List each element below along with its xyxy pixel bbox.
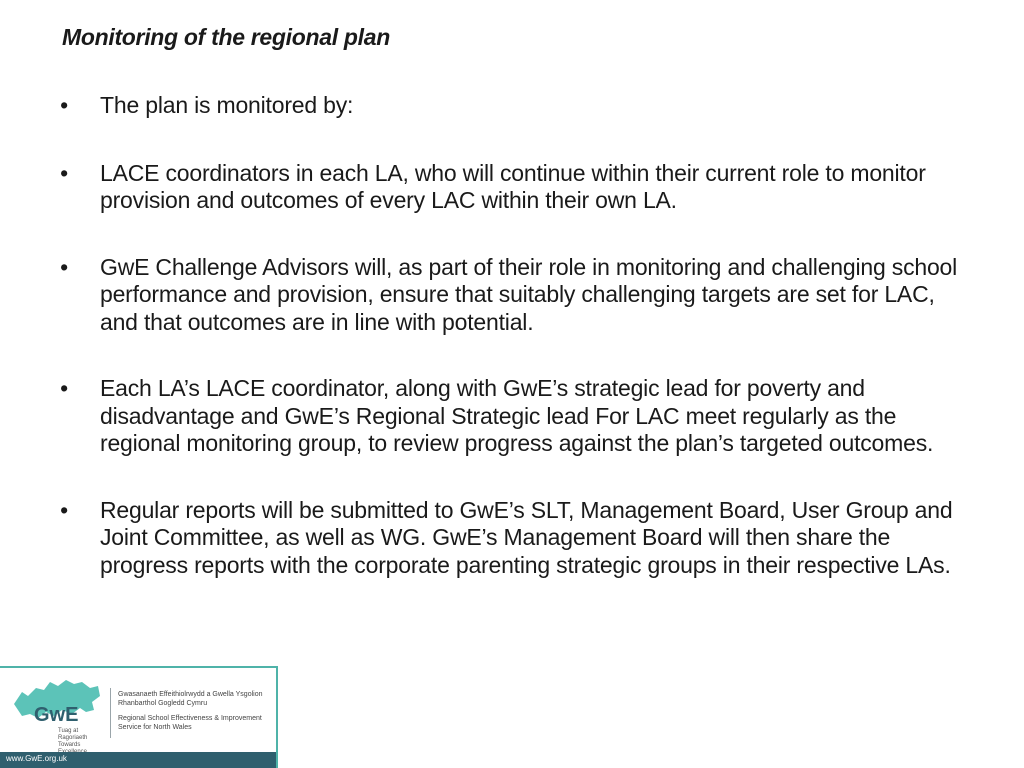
- bullet-text: LACE coordinators in each LA, who will continue within their current role to monitor provision and outcomes of every LAC within their own LA.: [100, 159, 926, 213]
- logo-welsh-text: Gwasanaeth Effeithiolrwydd a Gwella Ysgolion Rhanbarthol Gogledd Cymru: [118, 691, 263, 707]
- logo-url-bar: [0, 752, 276, 768]
- bullet-marker: •: [60, 375, 68, 401]
- bullet-item: [58, 92, 978, 120]
- bullet-text: GwE Challenge Advisors will, as part of their role in monitoring and challenging school performance and provision, ensure that suitably challenging targets are set for LAC, and that outcomes are in line with potential.: [100, 253, 958, 335]
- bullet-marker: •: [60, 159, 68, 186]
- logo-divider: [110, 688, 111, 738]
- bullet-text: Each LA’s LACE coordinator, along with GwE’s strategic lead for poverty and disadvantage and GwE’s Regional Strategic lead For LAC meet regularly as the regional monitoring group, to review progress against the plan’s targeted outcomes.: [100, 375, 934, 456]
- logo-tagline: Tuag at Ragoriaeth Towards: [58, 728, 88, 748]
- bullet-text: The plan is monitored by:: [100, 92, 354, 118]
- bullet-list: [58, 92, 978, 618]
- bullet-item: [58, 375, 978, 458]
- bullet-marker: •: [60, 253, 68, 280]
- logo-url: www.GwE.org.uk: [6, 754, 67, 763]
- gwe-logo: [0, 666, 278, 768]
- bullet-item: [58, 497, 978, 580]
- bullet-item: [58, 254, 978, 337]
- bullet-marker: •: [60, 496, 68, 523]
- bullet-text: Regular reports will be submitted to GwE’s SLT, Management Board, User Group and Joint Committee, as well as WG. GwE’s Management Board will then share the progress reports with the corporate parenting strategic groups in their respective LAs.: [100, 496, 953, 578]
- logo-english-text: Regional School Effectiveness & Improvement Service for North Wales: [118, 715, 262, 731]
- logo-wordmark: GwE: [34, 704, 79, 726]
- bullet-marker: •: [60, 92, 68, 118]
- slide-title: Monitoring of the regional plan: [62, 24, 391, 50]
- bullet-item: [58, 160, 978, 215]
